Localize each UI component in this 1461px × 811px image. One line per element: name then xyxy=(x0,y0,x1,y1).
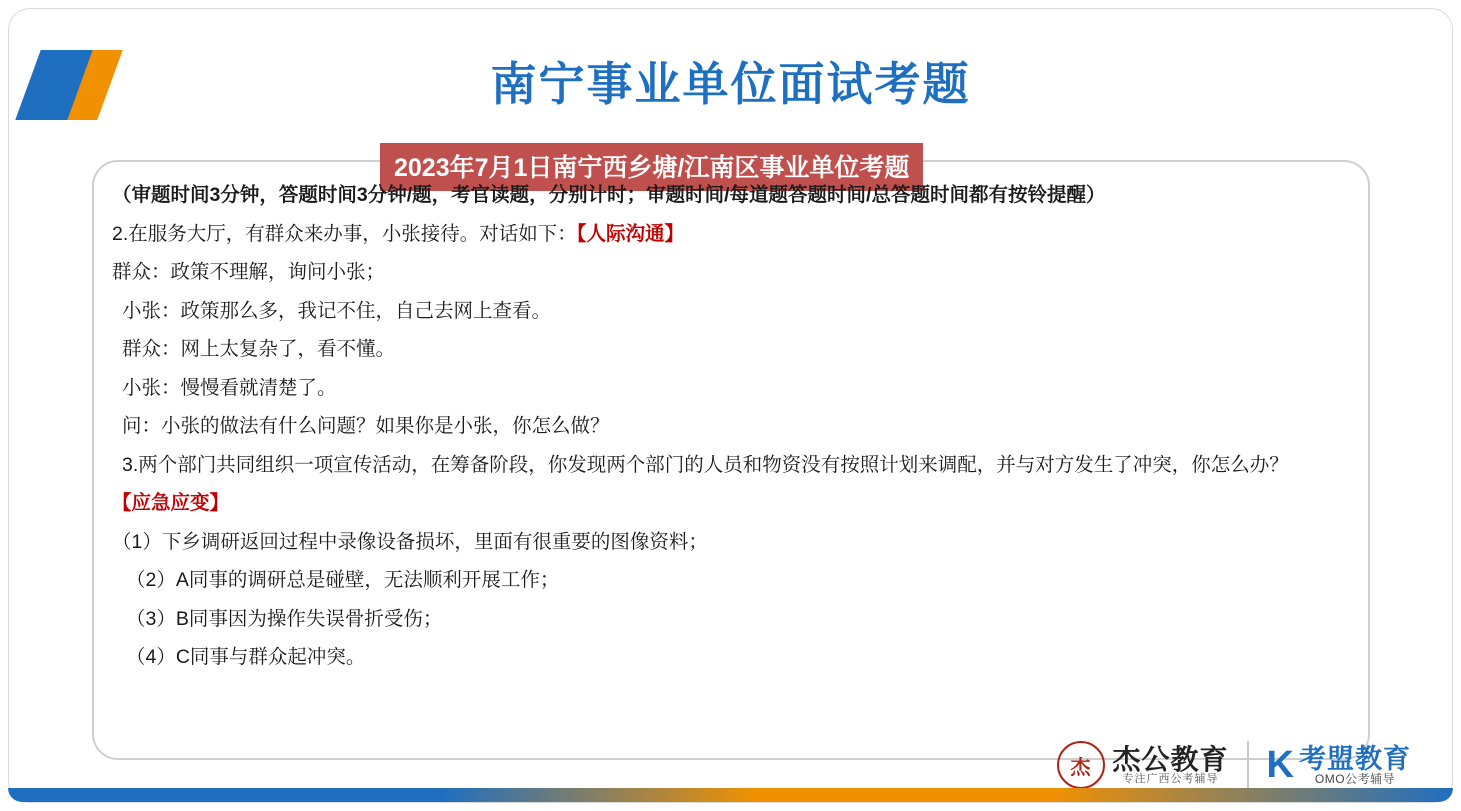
dialogue-question: 3.两个部门共同组织一项宣传活动，在筹备阶段，你发现两个部门的人员和物资没有按照计划来调配，并与对方发生了冲突，你怎么办？ xyxy=(122,453,1289,476)
footer-gradient-bar xyxy=(8,788,1453,802)
footer-logos xyxy=(1057,741,1411,789)
logo-jiegong-name: 杰公教育 xyxy=(1112,743,1229,775)
logo-kaomeng-tagline: OMO公考辅导 xyxy=(1314,771,1396,786)
kaomeng-mark-icon: K xyxy=(1266,743,1291,786)
question-item xyxy=(112,530,1362,553)
dialogue-line: 问：小张的做法有什么问题？如果你是小张，你怎么做？ xyxy=(122,415,610,437)
question-tag: 【人际沟通】 xyxy=(576,222,685,245)
question-text: 2.在服务大厅，有群众来办事，小张接待。对话如下： xyxy=(112,222,577,245)
dialogue-line: 小张：慢慢看就清楚了。 xyxy=(122,376,337,399)
logo-jiegong xyxy=(1057,741,1249,789)
logo-kaomeng-text xyxy=(1299,745,1411,786)
question-item xyxy=(112,263,1362,283)
question-tag: 【应急应变】 xyxy=(112,492,230,514)
exam-notice: （审题时间3分钟，答题时间3分钟/题，考官读题，分别计时；审题时间/每道题答题时间/总答题时间都有按铃提醒） xyxy=(112,184,1106,206)
seal-icon: 杰 xyxy=(1057,741,1105,789)
logo-jiegong-tagline: 专注广西公考辅导 xyxy=(1122,772,1219,785)
question-list xyxy=(112,186,1362,687)
logo-jiegong-text xyxy=(1113,745,1229,786)
logo-kaomeng xyxy=(1249,744,1411,787)
question-item xyxy=(112,222,1362,245)
subtitle-banner: 2023年7月1日南宁西乡塘/江南区事业单位考题 xyxy=(380,143,923,191)
dialogue-line: 群众：网上太复杂了，看不懂。 xyxy=(122,338,396,360)
logo-kaomeng-name: 考盟教育 xyxy=(1299,743,1411,774)
option-item: （3）B同事因为操作失误骨折受伤； xyxy=(126,607,443,630)
option-item: （2）A同事的调研总是碰壁，无法顺利开展工作； xyxy=(126,569,560,591)
dialogue-line: 小张：政策那么多，我记不住，自己去网上查看。 xyxy=(122,299,552,322)
question-text: 群众：政策不理解，询问小张； xyxy=(112,261,386,283)
option-item: （4）C同事与群众起冲突。 xyxy=(126,646,366,668)
question-text: （1）下乡调研返回过程中录像设备损坏，里面有很重要的图像资料； xyxy=(112,530,708,553)
page-title: 南宁事业单位面试考题 xyxy=(490,58,971,110)
